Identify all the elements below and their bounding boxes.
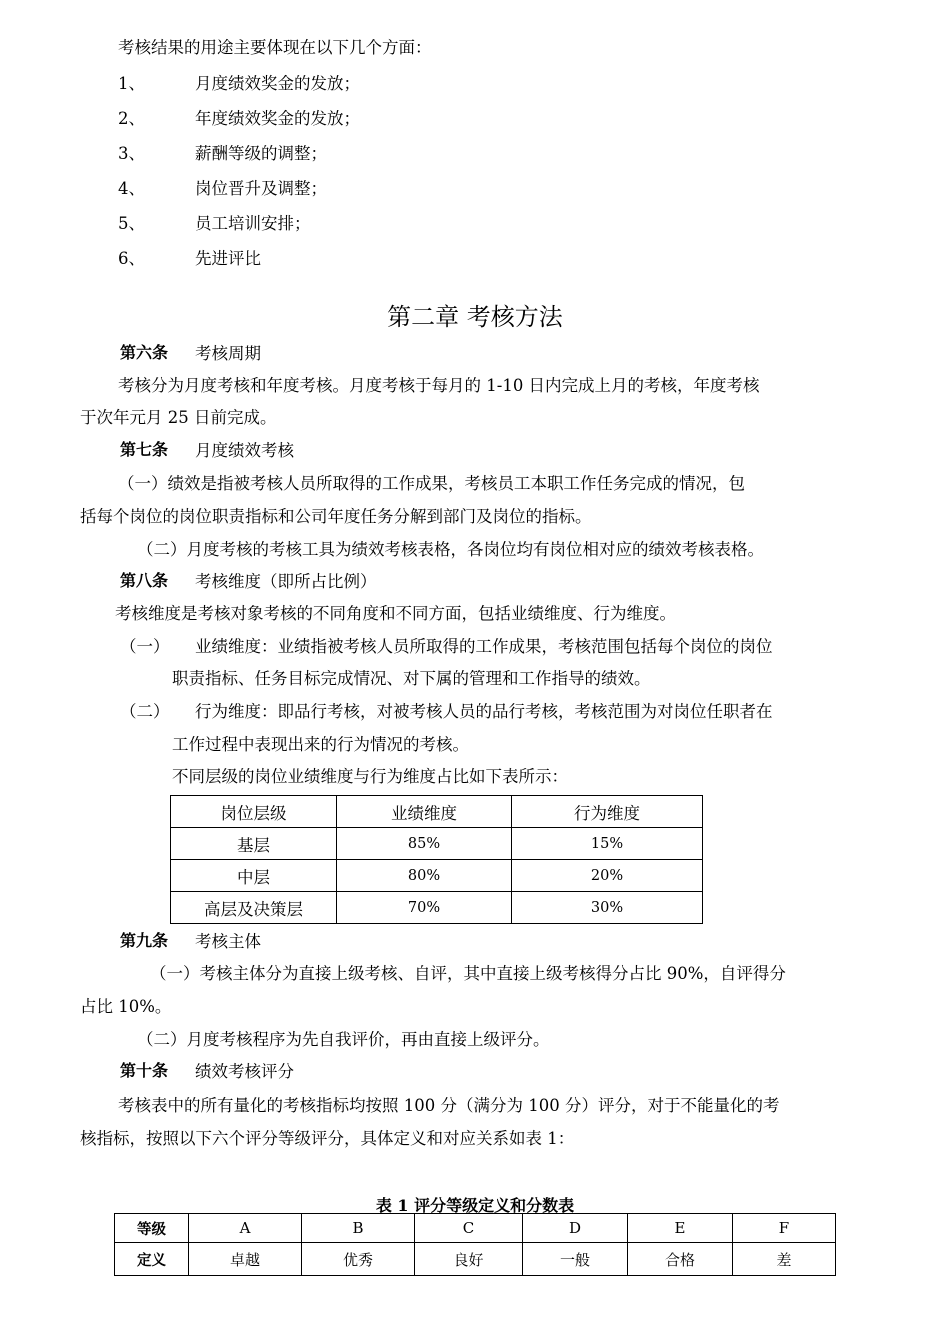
article-label: 第十条 xyxy=(120,1061,169,1080)
table-cell: F xyxy=(733,1214,836,1243)
list-item: 岗位晋升及调整； xyxy=(195,179,327,198)
table-cell: 80% xyxy=(337,860,512,892)
table-row xyxy=(115,1214,836,1243)
table-row xyxy=(171,828,703,860)
paragraph: 于次年元月 25 日前完成。 xyxy=(80,408,277,427)
paragraph: 考核表中的所有量化的考核指标均按照 100 分（满分为 100 分）评分，对于不能量化的考 xyxy=(118,1096,780,1115)
article-title: 绩效考核评分 xyxy=(195,1062,294,1081)
paragraph: 考核分为月度考核和年度考核。月度考核于每月的 1-10 日内完成上月的考核，年度考核 xyxy=(118,376,760,395)
table-cell: 卓越 xyxy=(189,1243,302,1276)
ratio-table xyxy=(170,795,703,924)
paragraph: （一）绩效是指被考核人员所取得的工作成果，考核员工本职工作任务完成的情况，包 xyxy=(118,474,745,493)
item-number: （二） xyxy=(120,702,170,721)
list-item: 员工培训安排； xyxy=(195,214,311,233)
paragraph: 职责指标、任务目标完成情况、对下属的管理和工作指导的绩效。 xyxy=(172,669,651,688)
list-item: 先进评比 xyxy=(195,249,261,268)
paragraph: （一）考核主体分为直接上级考核、自评，其中直接上级考核得分占比 90%，自评得分 xyxy=(150,964,786,983)
article-title: 考核维度（即所占比例） xyxy=(195,572,377,591)
table-cell: 基层 xyxy=(171,828,337,860)
table-cell: 15% xyxy=(512,828,703,860)
article-label: 第八条 xyxy=(120,571,169,590)
chapter-title: 第二章 考核方法 xyxy=(387,303,563,331)
table-cell: 中层 xyxy=(171,860,337,892)
article-title: 考核主体 xyxy=(195,932,261,951)
table-cell: 85% xyxy=(337,828,512,860)
table-cell: 差 xyxy=(733,1243,836,1276)
intro-text: 考核结果的用途主要体现在以下几个方面： xyxy=(118,38,432,57)
table-row xyxy=(171,892,703,924)
list-item: 薪酬等级的调整； xyxy=(195,144,327,163)
article-label: 第六条 xyxy=(120,343,169,362)
list-item-number: 6、 xyxy=(118,249,145,268)
table-cell: 30% xyxy=(512,892,703,924)
table-cell: B xyxy=(302,1214,415,1243)
paragraph: 行为维度：即品行考核，对被考核人员的品行考核，考核范围为对岗位任职者在 xyxy=(195,702,773,721)
table-intro: 不同层级的岗位业绩维度与行为维度占比如下表所示： xyxy=(172,767,568,786)
list-item: 年度绩效奖金的发放； xyxy=(195,109,360,128)
paragraph: 核指标，按照以下六个评分等级评分，具体定义和对应关系如表 1： xyxy=(80,1129,575,1148)
article-label: 第九条 xyxy=(120,931,169,950)
paragraph: 括每个岗位的岗位职责指标和公司年度任务分解到部门及岗位的指标。 xyxy=(80,507,592,526)
list-item-number: 1、 xyxy=(118,74,145,93)
table-row xyxy=(171,860,703,892)
table-row xyxy=(115,1243,836,1276)
list-item-number: 4、 xyxy=(118,179,145,198)
table-cell: 一般 xyxy=(523,1243,628,1276)
item-number: （一） xyxy=(120,637,170,656)
table-cell: 20% xyxy=(512,860,703,892)
column-header: 岗位层级 xyxy=(171,796,337,828)
table-cell: 优秀 xyxy=(302,1243,415,1276)
article-label: 第七条 xyxy=(120,440,169,459)
paragraph: 工作过程中表现出来的行为情况的考核。 xyxy=(172,735,469,754)
table-cell: 合格 xyxy=(628,1243,733,1276)
list-item-number: 2、 xyxy=(118,109,145,128)
column-header: 业绩维度 xyxy=(337,796,512,828)
table-cell: D xyxy=(523,1214,628,1243)
paragraph: （二）月度考核程序为先自我评价，再由直接上级评分。 xyxy=(137,1030,550,1049)
list-item-number: 5、 xyxy=(118,214,145,233)
table-cell: 70% xyxy=(337,892,512,924)
table-cell: A xyxy=(189,1214,302,1243)
table-title: 表 1 评分等级定义和分数表 xyxy=(375,1196,575,1215)
table-header-row xyxy=(171,796,703,828)
paragraph: 占比 10%。 xyxy=(80,997,172,1016)
list-item-number: 3、 xyxy=(118,144,145,163)
article-title: 考核周期 xyxy=(195,344,261,363)
list-item: 月度绩效奖金的发放； xyxy=(195,74,360,93)
paragraph: 考核维度是考核对象考核的不同角度和不同方面，包括业绩维度、行为维度。 xyxy=(115,604,676,623)
article-title: 月度绩效考核 xyxy=(195,441,294,460)
table-cell: C xyxy=(415,1214,523,1243)
table-cell: E xyxy=(628,1214,733,1243)
table-cell: 良好 xyxy=(415,1243,523,1276)
paragraph: （二）月度考核的考核工具为绩效考核表格，各岗位均有岗位相对应的绩效考核表格。 xyxy=(137,540,764,559)
row-header: 等级 xyxy=(115,1214,189,1243)
paragraph: 业绩维度：业绩指被考核人员所取得的工作成果，考核范围包括每个岗位的岗位 xyxy=(195,637,773,656)
grade-table xyxy=(114,1213,836,1276)
table-cell: 高层及决策层 xyxy=(171,892,337,924)
row-header: 定义 xyxy=(115,1243,189,1276)
column-header: 行为维度 xyxy=(512,796,703,828)
